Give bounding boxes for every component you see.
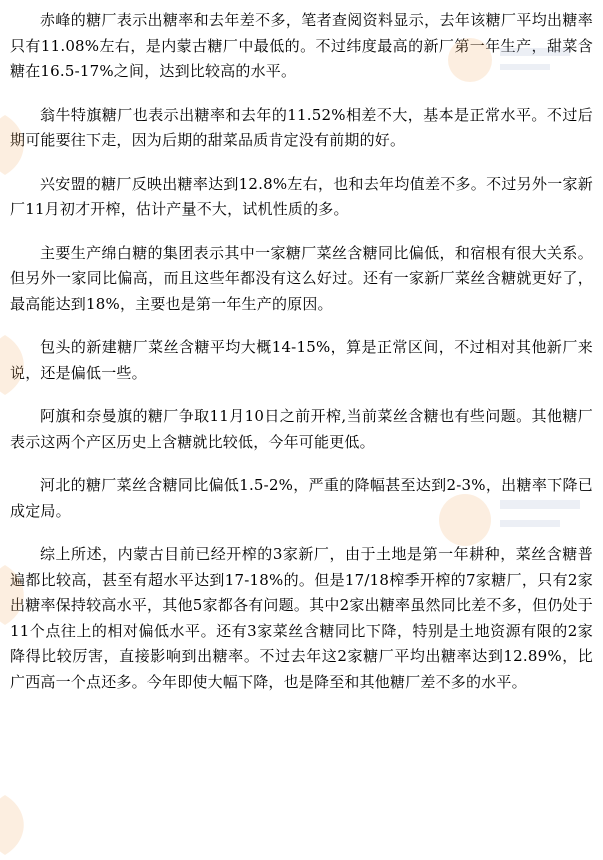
paragraph-xinganmeng: 兴安盟的糖厂反映出糖率达到12.8%左右，也和去年均值差不多。不过另外一家新厂11月初才开榨，估计产量不大，试机性质的多。: [10, 174, 593, 218]
paragraph-mianbaitang-group: 主要生产绵白糖的集团表示其中一家糖厂菜丝含糖同比偏低，和宿根有很大关系。但另外一家同比偏高，而且这些年都没有这么好过。还有一家新厂菜丝含糖就更好了，最高能达到18%，主要也是第一年生产的原因。: [10, 243, 593, 313]
paragraph-hebei: 河北的糖厂菜丝含糖同比偏低1.5-2%，严重的降幅甚至达到2-3%，出糖率下降已成定局。: [10, 476, 593, 520]
paragraph-chifeng: 赤峰的糖厂表示出糖率和去年差不多，笔者查阅资料显示，去年该糖厂平均出糖率只有11.08%左右，是内蒙古糖厂中最低的。不过纬度最高的新厂第一年生产，甜菜含糖在16.5-17%之间，达到比较高的水平。: [10, 11, 593, 80]
paragraph-summary: 综上所述，内蒙古目前已经开榨的3家新厂，由于土地是第一年耕种，菜丝含糖普遍都比较高，甚至有超水平达到17-18%的。但是17/18榨季开榨的7家糖厂，只有2家出糖率保持较高水平，其他5家都各有问题。其中2家出糖率虽然同比差不多，但仍处于11个点往上的相对偏低水平。还有3家菜丝含糖同比下降，特别是土地资源有限的2家降得比较厉害，直接影响到出糖率。不过去年这2家糖厂平均出糖率达到12.89%，比广西高一个点还多。今年即使大幅下降，也是降至和其他糖厂差不多的水平。: [10, 545, 593, 691]
watermark-leaf-icon: [0, 790, 40, 860]
paragraph-baotou: 包头的新建糖厂菜丝含糖平均大概14-15%，算是正常区间，不过相对其他新厂来说，还是偏低一些。: [10, 338, 593, 382]
paragraph-wengniute: 翁牛特旗糖厂也表示出糖率和去年的11.52%相差不大，基本是正常水平。不过后期可能要往下走，因为后期的甜菜品质肯定没有前期的好。: [10, 105, 593, 149]
paragraph-aqi-naiman: 阿旗和奈曼旗的糖厂争取11月10日之前开榨,当前菜丝含糖也有些问题。其他糖厂表示这两个产区历史上含糖就比较低，今年可能更低。: [10, 407, 593, 451]
